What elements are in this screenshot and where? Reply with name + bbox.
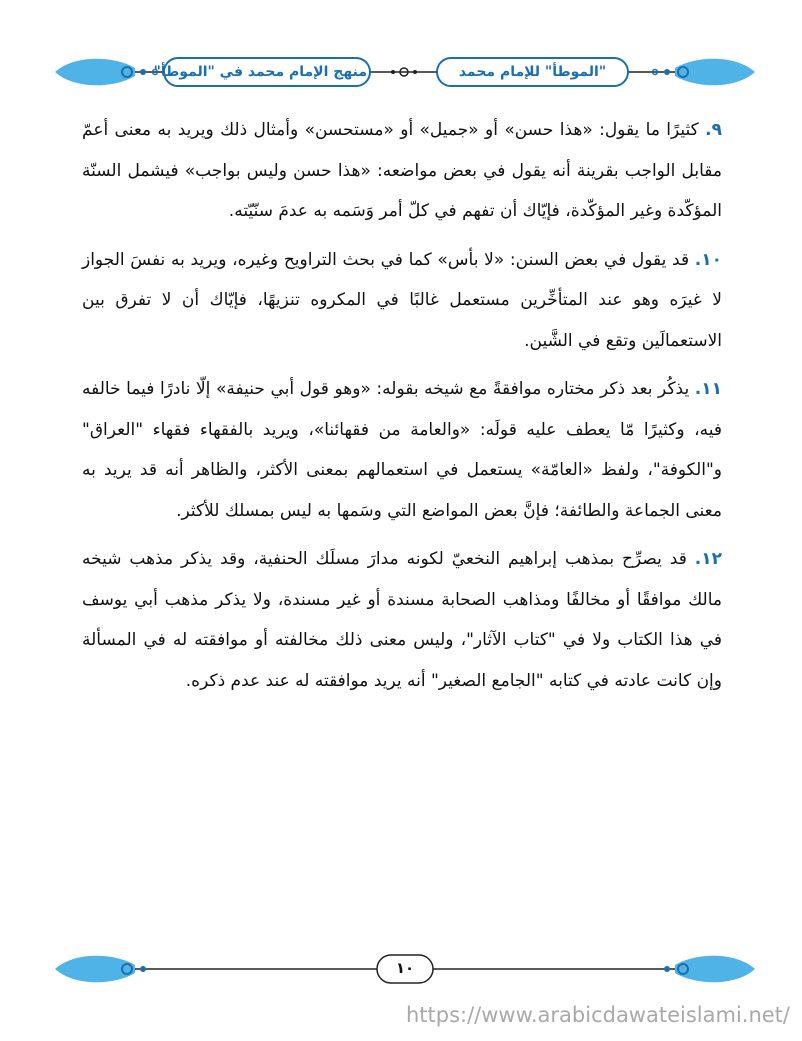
paragraph-12: [82, 539, 722, 701]
page-footer: [55, 947, 755, 991]
paragraph-number: ١١.: [694, 379, 722, 399]
watermark-url: https://www.arabicdawateislami.net/: [405, 1003, 790, 1027]
header-book-title: "الموطأ" للإمام محمد: [458, 64, 607, 80]
paragraph-number: ٩.: [705, 120, 722, 140]
paragraph-text: كثيرًا ما يقول: «هذا حسن» أو «جميل» أو «مستحسن» وأمثال ذلك ويريد به معنى أعمّ مقابل الواجب بقرينة أنه يقول في بعض مواضعه: «هذا حسن وليس بواجب» فيشمل السنّة المؤكّدة وغير المؤكّدة، فإيّاك أن تفهم في كلّ أمر وَسَمه به عدمَ سنّيّته.: [82, 120, 722, 221]
paragraph-number: ١٢.: [694, 549, 722, 569]
paragraph-10: [82, 240, 722, 362]
page-number: ١٠: [395, 959, 415, 977]
body-text: [82, 110, 722, 709]
paragraph-text: قد يصرِّح بمذهب إبراهيم النخعيّ لكونه مدارَ مسلَك الحنفية، وقد يذكر مذهب شيخه مالك موافقًا أو مخالفًا ومذاهب الصحابة مسندة أو غير مسندة، ولا يذكر مذهب أبي يوسف في هذا الكتاب ولا في "كتاب الآثار"، وليس معنى ذلك مخالفته أو موافقته له في المسألة وإن كانت عادته في كتابه "الجامع الصغير" أنه يريد موافقته له عند عدم ذكره.: [82, 549, 722, 691]
page-header: [55, 50, 755, 94]
paragraph-9: [82, 110, 722, 232]
paragraph-11: [82, 369, 722, 531]
header-chapter-title: منهج الإمام محمد في "الموطأ": [153, 64, 367, 80]
paragraph-number: ١٠.: [694, 249, 722, 270]
paragraph-text: يذكُر بعد ذكر مختاره موافقةً مع شيخه بقوله: «وهو قول أبي حنيفة» إلّا نادرًا فيما خالفه فيه، وكثيرًا مّا يعطف عليه قولَه: «والعامة من فقهائنا»، ويريد بالفقهاء فقهاء "العراق" و"الكوفة"، ولفظ «العامّة» يستعمل في استعمالهم بمعنى الأكثر، والظاهر أنه قد يريد به معنى الجماعة والطائفة؛ فإنَّ بعض المواضع التي وسَمها به ليس بمسلك للأكثر.: [82, 379, 722, 521]
paragraph-text: قد يقول في بعض السنن: «لا بأس» كما في بحث التراويح وغيره، ويريد به نفسَ الجواز لا غيرَه وهو عند المتأخِّرين مستعمل غالبًا في المكروه تنزيهًا، فإيّاك أن لا تفرق بين الاستعمالَين وتقع في الشَّين.: [82, 249, 722, 351]
